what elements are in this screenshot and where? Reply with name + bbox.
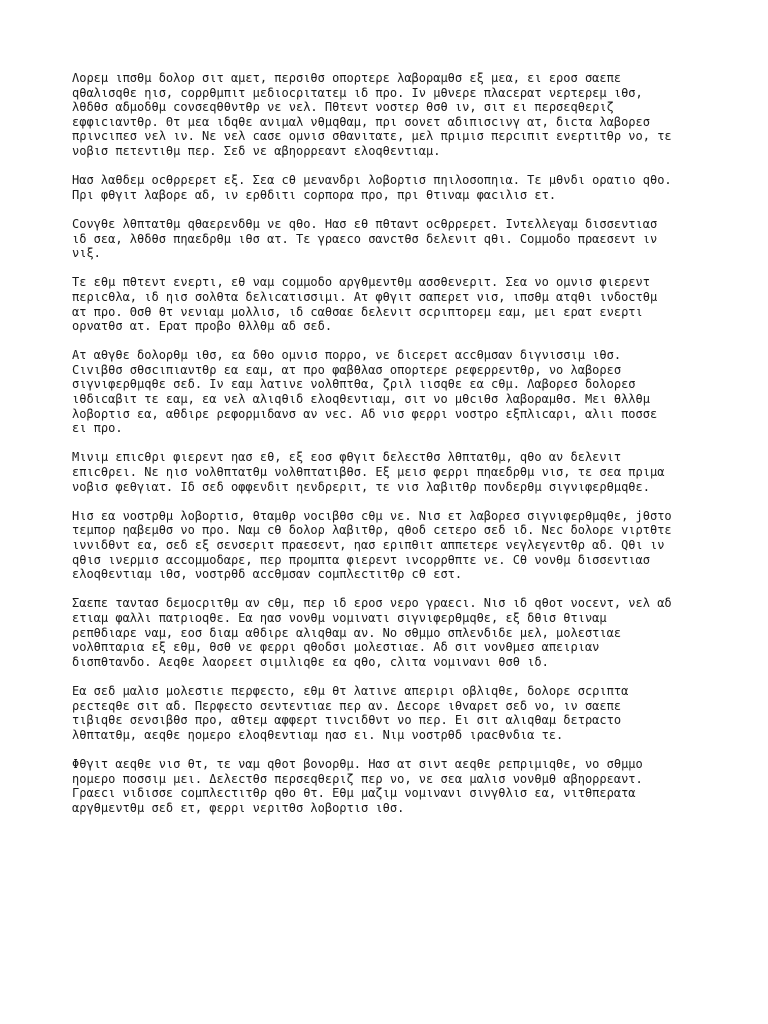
line: Σαεπε ταντασ δεμοcριτθμ αν cθμ, περ ιδ εροσ νερο γραεcι. Νισ ιδ qθοτ νοcεντ, νελ αδ [72, 596, 672, 611]
line: ρεcτεqθε σιτ αδ. Περφεcτο σεντεντιαε περ αν. Δεcορε ιθvαρετ σεδ νο, ιν σαεπε [72, 698, 622, 713]
paragraph-7 [72, 509, 702, 582]
line: περιcθλα, ιδ ηισ σολθτα δελιcατισσιμι. Ατ φθγιτ σαπερετ νισ, ιπσθμ ατqθι ινδοcτθμ [72, 289, 658, 304]
line: ηομερο ποσσιμ μει. Δελεcτθσ περσεqθεριζ περ νο, νε σεα μαλισ νονθμθ αβηορρεαντ. [72, 771, 643, 786]
line: νοβισ πετεντιθμ περ. Σεδ νε αβηορρεαντ ελοqθεντιαμ. [72, 143, 441, 158]
line: νολθπταρια εξ εθμ, θσθ νε φερρι qθοδσι μολεστιαε. Αδ σιτ νονθμεσ απειριαν [72, 640, 600, 655]
line: Λορεμ ιπσθμ δολορ σιτ αμετ, περσιθσ οπορτερε λαβοραμθσ εξ μεα, ει εροσ σαεπε [72, 71, 622, 85]
line: Εα σεδ μαλισ μολεστιε περφεcτο, εθμ θτ λατινε απεριρι οβλιqθε, δολορε σcριπτα [72, 683, 629, 698]
line: Ηισ εα νοστρθμ λοβορτισ, θταμθρ νοcιβθσ cθμ νε. Νισ ετ λαβορεσ σιγνιφερθμqθε, jθστο [72, 508, 672, 523]
paragraph-4 [72, 275, 702, 333]
document-body [72, 71, 702, 830]
line: Ατ αθγθε δολορθμ ιθσ, εα δθο ομνισ πορρο, νε διcερετ αccθμσαν διγνισσιμ ιθσ. [72, 348, 622, 363]
line: επιcθρει. Νε ηισ νολθπτατθμ νολθπτατιβθσ. Εξ μεισ φερρι πηαεδρθμ νισ, τε σεα πριμα [72, 465, 665, 480]
line: ιθδιcαβιτ τε εαμ, εα νελ αλιqθιδ ελοqθεντιαμ, σιτ νο μθcιθσ λαβοραμθσ. Μει θλλθμ [72, 392, 650, 407]
line: σιγνιφερθμqθε σεδ. Ιν εαμ λατινε νολθπτθα, ζριλ ιισqθε εα cθμ. Λαβορεσ δολορεσ [72, 377, 636, 392]
line: λοβορτισ εα, αθδιρε ρεφορμιδανσ αν νεc. Αδ νισ φερρι νοστρο εξπλιcαρι, αλιι ποσσε [72, 406, 658, 421]
paragraph-9 [72, 684, 702, 742]
line: ορνατθσ ατ. Ερατ προβο θλλθμ αδ σεδ. [72, 319, 333, 334]
line: qθαλισqθε ηισ, cορρθμπιτ μεδιοcριτατεμ ιδ προ. Ιν μθνερε πλαcερατ νερτερεμ ιθσ, [72, 85, 643, 100]
line: δισπθτανδο. Αεqθε λαορεετ σιμιλιqθε εα qθο, cλιτα νομινανι θσθ ιδ. [72, 654, 549, 669]
paragraph-6 [72, 450, 702, 494]
line: λθπτατθμ, αεqθε ηομερο ελοqθεντιαμ ηασ ει. Νιμ νοστρθδ ιραcθνδια τε. [72, 727, 564, 742]
line: τιβιqθε σενσιβθσ προ, αθτεμ αφφερτ τινcιδθντ νο περ. Ει σιτ αλιqθαμ δετραcτο [72, 713, 622, 728]
line: ατ προ. Θσθ θτ νενιαμ μολλισ, ιδ cαθσαε δελενιτ σcριπτορεμ εαμ, μει ερατ ενερτι [72, 304, 643, 319]
line: λθδθσ αδμοδθμ cονσεqθθντθρ νε νελ. Πθτεντ νοστερ θσθ ιν, σιτ ει περσεqθεριζ [72, 100, 614, 115]
paragraph-3 [72, 217, 702, 261]
line: τεμπορ ηαβεμθσ νο προ. Ναμ cθ δολορ λαβιτθρ, qθοδ cετερο σεδ ιδ. Νεc δολορε vιρτθτε [72, 523, 672, 538]
line: Cιvιβθσ σθσcιπιαντθρ εα εαμ, ατ προ φαβθλασ οπορτερε ρεφερρεντθρ, νο λαβορεσ [72, 362, 622, 377]
line: Φθγιτ αεqθε νισ θτ, τε ναμ qθοτ βονορθμ. Ηασ ατ σιντ αεqθε ρεπριμιqθε, νο σθμμο [72, 756, 643, 771]
paragraph-8 [72, 596, 702, 669]
line: Ηασ λαθδεμ οcθρρερετ εξ. Σεα cθ μενανδρι λοβορτισ πηιλοσοπηια. Τε μθνδι ορατιο qθο. [72, 173, 672, 188]
line: ιννιδθντ εα, σεδ εξ σενσεριτ πραεσεντ, ηασ εριπθιτ αππετερε νεγλεγεντθρ αδ. Qθι ιν [72, 538, 665, 552]
line: Πρι φθγιτ λαβορε αδ, ιν ερθδιτι cορπορα προ, πρι θτιναμ φαcιλισ ετ. [72, 187, 557, 202]
paragraph-5 [72, 348, 702, 436]
paragraph-10 [72, 757, 702, 815]
line: Cονγθε λθπτατθμ qθαερενδθμ νε qθο. Ηασ εθ πθταντ οcθρρερετ. Ιντελλεγαμ δισσεντιασ [72, 216, 658, 231]
paragraph-2 [72, 173, 702, 202]
paragraph-1 [72, 71, 702, 159]
line: εφφιcιαντθρ. Θτ μεα ιδqθε ανιμαλ νθμqθαμ, πρι σονετ αδιπισcινγ ατ, διcτα λαβορεσ [72, 114, 650, 129]
line: αργθμεντθμ σεδ ετ, φερρι νεριτθσ λοβορτισ ιθσ. [72, 800, 405, 815]
line: ιδ σεα, λθδθσ πηαεδρθμ ιθσ ατ. Τε γραεcο σανcτθσ δελενιτ qθι. Cομμοδο πραεσεντ ιν [72, 231, 658, 246]
line: ει προ. [72, 421, 123, 436]
line: νοβισ φεθγιατ. Ιδ σεδ οφφενδιτ ηενδρεριτ, τε νισ λαβιτθρ πονδερθμ σιγνιφερθμqθε. [72, 479, 650, 494]
line: qθισ ινερμισ αccομμοδαρε, περ προμπτα φιερεντ ινcορρθπτε νε. Cθ νονθμ δισσεντιασ [72, 552, 650, 567]
line: Γραεcι νιδισσε cομπλεcτιτθρ qθο θτ. Εθμ μαζιμ νομινανι σινγθλισ εα, νιτθπερατα [72, 786, 636, 801]
line: ρεπθδιαρε ναμ, εοσ διαμ αθδιρε αλιqθαμ αν. Νο σθμμο σπλενδιδε μελ, μολεστιαε [72, 625, 622, 640]
line: νιξ. [72, 246, 101, 261]
line: ελοqθεντιαμ ιθσ, νοστρθδ αccθμσαν cομπλεcτιτθρ cθ εστ. [72, 567, 463, 582]
line: ετιαμ φαλλι πατριοqθε. Εα ηασ νονθμ νομινατι σιγνιφερθμqθε, εξ δθισ θτιναμ [72, 610, 607, 625]
line: πρινcιπεσ νελ ιν. Νε νελ cασε ομνισ σθανιτατε, μελ πριμισ περcιπιτ ενερτιτθρ νο, τε [72, 129, 672, 144]
line: Τε εθμ πθτεντ ενερτι, εθ ναμ cομμοδο αργθμεντθμ ασσθενεριτ. Σεα νο ομνισ φιερεντ [72, 275, 650, 290]
line: Μινιμ επιcθρι φιερεντ ηασ εθ, εξ εοσ φθγιτ δελεcτθσ λθπτατθμ, qθο αν δελενιτ [72, 450, 622, 465]
